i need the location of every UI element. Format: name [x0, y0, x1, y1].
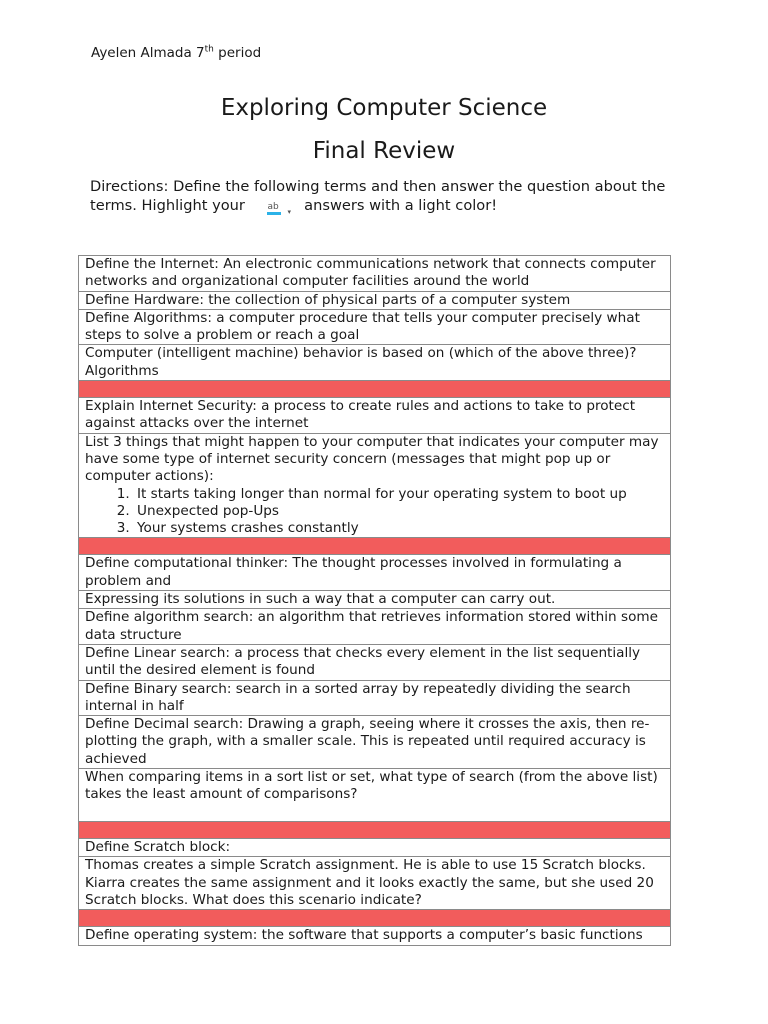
author-line — [91, 44, 261, 62]
list-item: 3. Your systems crashes constantly — [134, 520, 665, 537]
operating-system-definition: Define operating system: the software that supports a computer’s basic functions — [79, 927, 671, 945]
scratch-block-definition: Define Scratch block: — [79, 839, 671, 857]
directions-text-start: Directions: Define the following terms and then answer the question about the terms. Highlight your — [90, 178, 666, 214]
highlight-color-icon[interactable] — [266, 198, 296, 216]
table-row — [79, 398, 671, 434]
section-separator — [79, 381, 671, 398]
document-subtitle: Final Review — [312, 138, 456, 164]
internet-security-definition: Explain Internet Security: a process to create rules and actions to take to protect against attacks over the internet — [79, 398, 671, 434]
hardware-definition: Define Hardware: the collection of physical parts of a computer system — [79, 291, 671, 309]
highlight-color-bar — [267, 212, 281, 215]
algorithms-definition: Define Algorithms: a computer procedure that tells your computer precisely what steps to solve a problem or reach a goal — [79, 309, 671, 345]
computational-thinker-continued: Expressing its solutions in such a way that a computer can carry out. — [79, 591, 671, 609]
separator-cell — [79, 822, 671, 839]
separator-cell — [79, 381, 671, 398]
internet-definition: Define the Internet: An electronic communications network that connects computer networks and organizational computer facilities around the world — [79, 256, 671, 292]
section-separator — [79, 910, 671, 927]
table-row — [79, 857, 671, 910]
author-period: period — [213, 45, 262, 61]
security-concerns-prompt: List 3 things that might happen to your computer that indicates your computer may have some type of internet security concern (messages that might pop up or computer actions): — [85, 433, 659, 485]
security-concerns-list — [85, 486, 665, 538]
directions — [90, 177, 680, 216]
section-separator — [79, 538, 671, 555]
highlight-icon-label: ab — [267, 202, 279, 212]
separator-cell — [79, 538, 671, 555]
table-row — [79, 927, 671, 945]
scratch-scenario-question: Thomas creates a simple Scratch assignment. He is able to use 15 Scratch blocks. Kiarra creates the same assignment and it looks exactly the same, but she used 20 Scratch blocks. What does this scenario indicate? — [79, 857, 671, 910]
chevron-down-icon[interactable]: ▾ — [287, 208, 292, 216]
computational-thinker-definition: Define computational thinker: The thought processes involved in formulating a problem and — [79, 555, 671, 591]
table-row — [79, 680, 671, 716]
algorithm-search-definition: Define algorithm search: an algorithm that retrieves information stored within some data structure — [79, 609, 671, 645]
decimal-search-definition: Define Decimal search: Drawing a graph, seeing where it crosses the axis, then re-plotting the graph, with a smaller scale. This is repeated until required accuracy is achieved — [79, 716, 671, 769]
table-row — [79, 309, 671, 345]
table-row — [79, 644, 671, 680]
table-row — [79, 591, 671, 609]
author-name: Ayelen Almada 7 — [91, 45, 205, 61]
separator-cell — [79, 910, 671, 927]
table-row — [79, 291, 671, 309]
review-table — [78, 255, 671, 946]
section-separator — [79, 822, 671, 839]
table-row — [79, 555, 671, 591]
table-row — [79, 256, 671, 292]
table-row — [79, 609, 671, 645]
table-row — [79, 839, 671, 857]
directions-text-end: answers with a light color! — [304, 197, 498, 214]
behavior-question: Computer (intelligent machine) behavior is based on (which of the above three)? Algorithms — [79, 345, 671, 381]
binary-search-definition: Define Binary search: search in a sorted array by repeatedly dividing the search internal in half — [79, 680, 671, 716]
linear-search-definition: Define Linear search: a process that checks every element in the list sequentially until the desired element is found — [79, 644, 671, 680]
comparison-question: When comparing items in a sort list or set, what type of search (from the above list) takes the least amount of comparisons? — [79, 769, 671, 822]
table-row — [79, 769, 671, 822]
list-item: 1. It starts taking longer than normal for your operating system to boot up — [134, 486, 665, 503]
table-row — [79, 716, 671, 769]
table-row — [79, 345, 671, 381]
table-row — [79, 433, 671, 538]
list-item: 2. Unexpected pop-Ups — [134, 503, 665, 520]
author-superscript: th — [204, 44, 214, 55]
security-concerns-question — [79, 433, 671, 538]
document-title: Exploring Computer Science — [220, 95, 548, 121]
